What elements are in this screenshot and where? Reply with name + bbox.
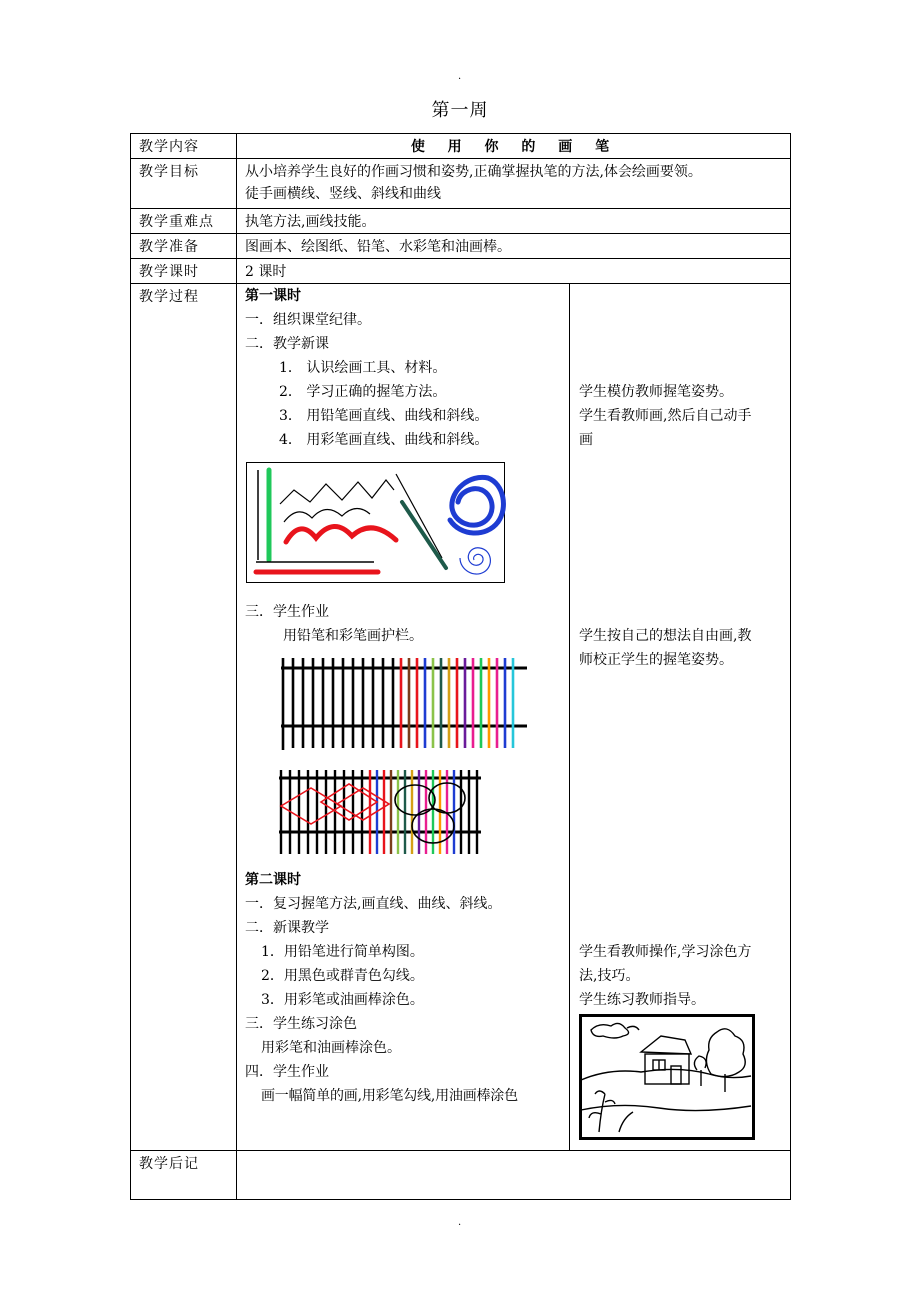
lesson2-step4-text: 画一幅简单的画,用彩笔勾线,用油画棒涂色 — [261, 1088, 518, 1104]
row-label-afterword: 教学后记 — [131, 1151, 237, 1200]
lesson1-step1: 一．组织课堂纪律。 — [245, 312, 371, 328]
page-title: 第一周 — [431, 100, 489, 121]
lesson2-item-2: 2．用黑色或群青色勾线。 — [261, 968, 424, 984]
lesson2-note-1: 学生看教师操作,学习涂色方 — [579, 944, 752, 960]
row-label-prep: 教学准备 — [131, 234, 237, 259]
lesson1-item-1: 1． 认识绘画工具、材料。 — [279, 360, 447, 376]
lesson2-title: 第二课时 — [245, 872, 301, 888]
lesson2-note-2: 法,技巧。 — [579, 968, 640, 984]
lesson1-note-a3: 画 — [579, 432, 593, 448]
hours-value: 2 课时 — [237, 259, 791, 284]
lesson2-item-1: 1．用铅笔进行简单构图。 — [261, 944, 424, 960]
process-column-divider — [569, 284, 570, 1150]
afterword-value — [237, 1151, 791, 1200]
lesson1-item-4: 4． 用彩笔画直线、曲线和斜线。 — [279, 432, 489, 448]
lesson2-step3-text: 用彩笔和油画棒涂色。 — [261, 1040, 401, 1056]
lesson1-note-a2: 学生看教师画,然后自己动手 — [579, 408, 752, 424]
lesson2-step2: 二．新课教学 — [245, 920, 329, 936]
row-label-content: 教学内容 — [131, 134, 237, 159]
goals-line-2: 徒手画横线、竖线、斜线和曲线 — [245, 186, 441, 202]
line-drawing-illustration — [246, 462, 506, 584]
lesson1-note-b2: 师校正学生的握笔姿势。 — [579, 652, 733, 668]
process-cell — [237, 284, 791, 1151]
header-dot: . — [458, 71, 462, 82]
lesson1-item-2: 2． 学习正确的握笔方法。 — [279, 384, 447, 400]
row-label-goals: 教学目标 — [131, 159, 237, 209]
row-label-process: 教学过程 — [131, 284, 237, 1151]
lesson1-step3: 三．学生作业 — [245, 604, 329, 620]
house-line-drawing — [579, 1014, 755, 1140]
lesson2-note-3: 学生练习教师指导。 — [579, 992, 705, 1008]
footer-dot: . — [458, 1217, 462, 1228]
goals-cell — [237, 159, 791, 209]
row-label-key-points: 教学重难点 — [131, 209, 237, 234]
goals-line-1: 从小培养学生良好的作画习惯和姿势,正确掌握执笔的方法,体会绘画要领。 — [245, 164, 702, 180]
lesson2-step4: 四．学生作业 — [245, 1064, 329, 1080]
lesson1-item-3: 3． 用铅笔画直线、曲线和斜线。 — [279, 408, 489, 424]
lesson-plan-table — [130, 133, 791, 1200]
key-points-value: 执笔方法,画线技能。 — [237, 209, 791, 234]
lesson1-step2: 二．教学新课 — [245, 336, 329, 352]
lesson2-item-3: 3．用彩笔或油画棒涂色。 — [261, 992, 424, 1008]
lesson2-step1: 一．复习握笔方法,画直线、曲线、斜线。 — [245, 896, 502, 912]
fence-drawing-decorated — [277, 768, 483, 858]
lesson1-note-b1: 学生按自己的想法自由画,教 — [579, 628, 752, 644]
lesson2-step3: 三．学生练习涂色 — [245, 1016, 357, 1032]
prep-value: 图画本、绘图纸、铅笔、水彩笔和油画棒。 — [237, 234, 791, 259]
lesson1-note-a1: 学生模仿教师握笔姿势。 — [579, 384, 733, 400]
lesson1-title: 第一课时 — [245, 288, 301, 304]
lesson1-homework: 用铅笔和彩笔画护栏。 — [283, 628, 423, 644]
row-label-hours: 教学课时 — [131, 259, 237, 284]
fence-drawing-plain — [279, 656, 529, 756]
lesson-topic: 使 用 你 的 画 笔 — [237, 134, 791, 159]
